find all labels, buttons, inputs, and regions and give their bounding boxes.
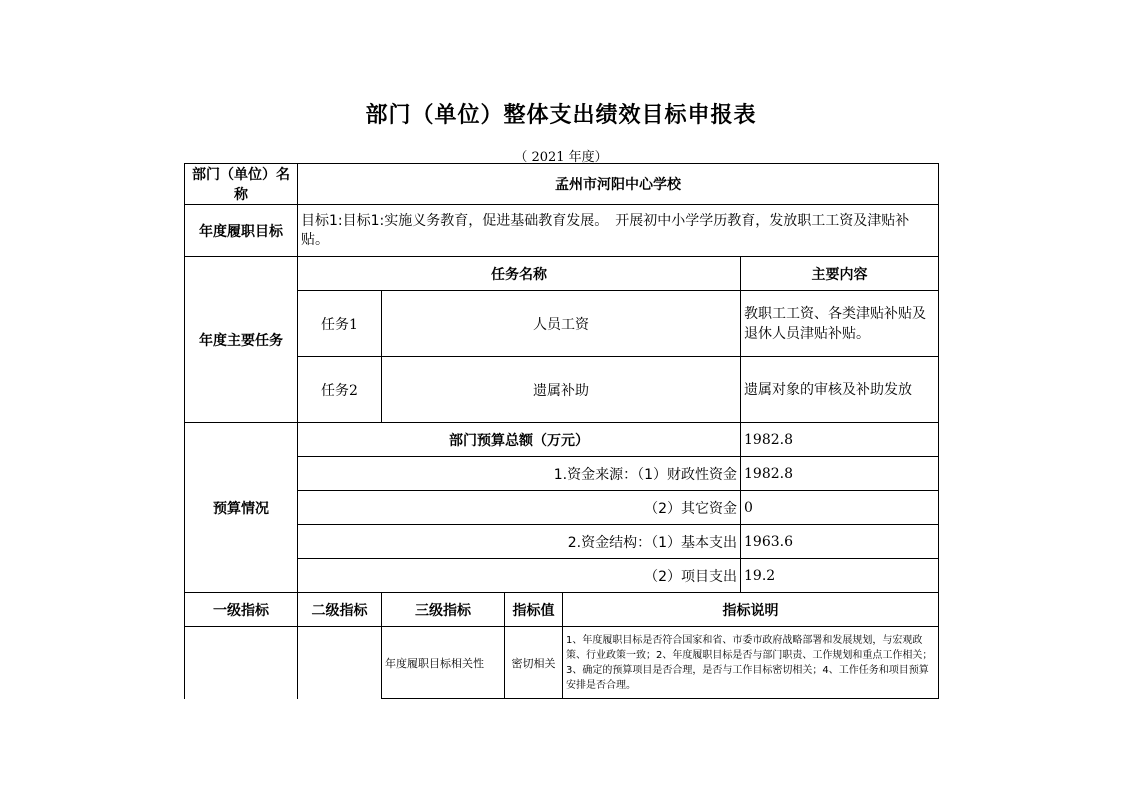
task-name: 人员工资 — [382, 291, 741, 357]
indicator-row — [185, 627, 939, 699]
budget-row — [185, 559, 939, 593]
budget-item-label: （2）其它资金 — [298, 491, 741, 525]
report-year: （ 2021 年度） — [514, 150, 608, 165]
level2-header: 二级指标 — [298, 593, 382, 627]
page-title: 部门（单位）整体支出绩效目标申报表 — [365, 103, 757, 128]
budget-item-value: 0 — [741, 491, 939, 525]
task-header-row — [185, 257, 939, 291]
dept-name-value: 孟州市河阳中心学校 — [298, 164, 939, 205]
indicator-header-row — [185, 593, 939, 627]
budget-row — [185, 525, 939, 559]
level2-cell — [298, 627, 382, 699]
task-id: 任务1 — [298, 291, 382, 357]
budget-item-label: 1.资金来源：（1）财政性资金 — [298, 457, 741, 491]
indicator-value: 密切相关 — [505, 627, 563, 699]
budget-item-value: 1982.8 — [741, 457, 939, 491]
performance-target-table — [184, 163, 939, 699]
annual-goal-label: 年度履职目标 — [185, 205, 298, 257]
budget-item-label: 2.资金结构：（1）基本支出 — [298, 525, 741, 559]
level1-header: 一级指标 — [185, 593, 298, 627]
tasks-section-label: 年度主要任务 — [185, 257, 298, 423]
task-name-header: 任务名称 — [298, 257, 741, 291]
task-content-header: 主要内容 — [741, 257, 939, 291]
budget-item-value: 19.2 — [741, 559, 939, 593]
task-name: 遗属补助 — [382, 357, 741, 423]
budget-item-label: （2）项目支出 — [298, 559, 741, 593]
value-header: 指标值 — [505, 593, 563, 627]
budget-total-row — [185, 423, 939, 457]
budget-item-value: 1963.6 — [741, 525, 939, 559]
task-row — [185, 291, 939, 357]
annual-goal-text: 目标1:目标1:实施义务教育，促进基础教育发展。 开展初中小学学历教育，发放职工工资及津贴补贴。 — [298, 205, 939, 257]
dept-name-label: 部门（单位）名称 — [185, 164, 298, 205]
task-row — [185, 357, 939, 423]
dept-name-row — [185, 164, 939, 205]
budget-row — [185, 457, 939, 491]
task-id: 任务2 — [298, 357, 382, 423]
budget-section-label: 预算情况 — [185, 423, 298, 593]
level3-header: 三级指标 — [382, 593, 505, 627]
budget-total-value: 1982.8 — [741, 423, 939, 457]
level1-cell — [185, 627, 298, 699]
budget-total-label: 部门预算总额（万元） — [298, 423, 741, 457]
task-content: 教职工工资、各类津贴补贴及退休人员津贴补贴。 — [741, 291, 939, 357]
indicator-desc: 1、年度履职目标是否符合国家和省、市委市政府战略部署和发展规划，与宏观政策、行业政策一致；2、年度履职目标是否与部门职责、工作规划和重点工作相关；3、确定的预算项目是否合理，是否与工作目标密切相关；4、工作任务和项目预算安排是否合理。 — [563, 627, 939, 699]
budget-row — [185, 491, 939, 525]
desc-header: 指标说明 — [563, 593, 939, 627]
task-content: 遗属对象的审核及补助发放 — [741, 357, 939, 423]
annual-goal-row — [185, 205, 939, 257]
level3-cell: 年度履职目标相关性 — [382, 627, 505, 699]
